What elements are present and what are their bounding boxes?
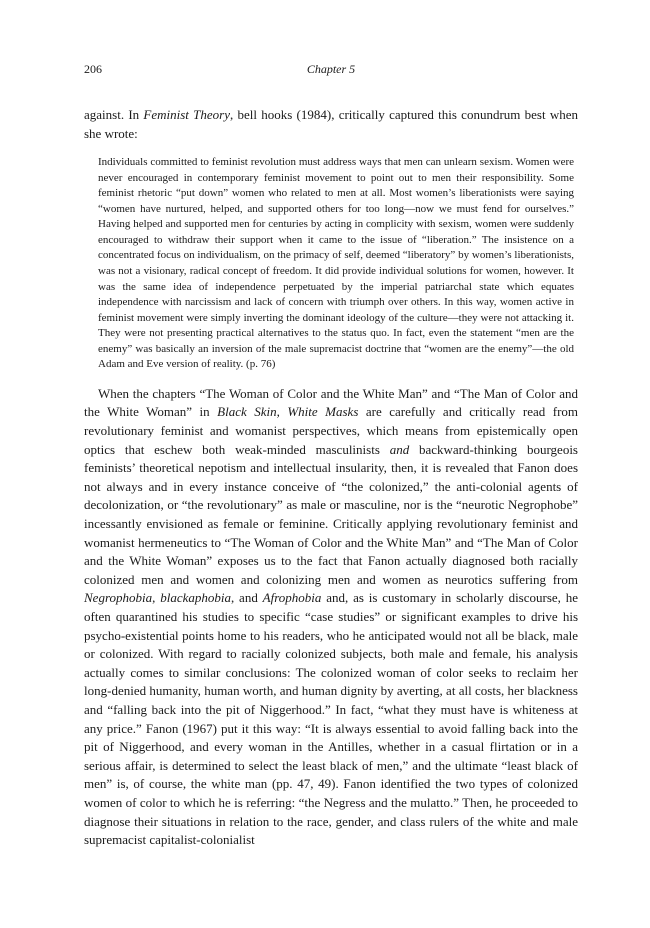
main-text-2: are carefully and critically read from revolutionary feminist and womanist perspectives, which means from epistemically open optics that eschew both weak-minded masculinists [84,404,579,457]
intro-text-1: against. In [84,107,144,122]
running-head: Chapter 5 [306,62,356,76]
main-paragraph [84,385,578,850]
main-text-6: and, as is customary in scholarly discourse, he often quarantined his studies to specific “case studies” or significant examples to drive his psycho-existential points home to his readers, who he anticipated would not all be black, male or colonized. With regard to racially colonized subjects, both male and female, his analysis actually comes to similar conclusions: The colonized woman of color seeks to reclaim her long-denied humanity, human worth, and human dignity by averting, at all costs, her blackness and “falling back into the pit of Niggerhood.” In fact, “what they must have is whiteness at any price.” Fanon (1967) put it this way: “It is always essential to avoid falling back into the pit of Niggerhood, and every woman in the Antilles, whether in a casual flirtation or in a serious affair, is determined to select the least black of men,” and the ultimate “least black of men” is, of course, the white man (pp. 47, 49). Fanon identified the two types of colonized women of color to which he is referring: “the Negress and the mulatto.” Then, he proceeded to diagnose their situations in relation to the race, gender, and class rulers of the white and male supremacist capitalist-colonialist [84,590,579,848]
page-number: 206 [84,62,102,76]
term-negrophobia: Negrophobia [84,590,153,606]
emphasis-and: and [389,441,410,457]
page-header [84,62,578,80]
term-afrophobia: Afrophobia [262,590,322,606]
intro-paragraph [84,106,578,143]
main-text-3: backward-thinking bourgeois feminists’ theoretical nepotism and intellectual insularity, then, it is revealed that Fanon does not always and in every instance conceive of “the colonized,” the anti-colonial agents of decolonization, or “the revolutionary” as male or masculine, nor is the “neurotic Negrophobe” incessantly envisioned as female or feminine. Critically applying revolutionary feminist and womanist hermeneutics to “The Woman of Color and the White Man” and “The Man of Color and the White Woman” exposes us to the fact that Fanon actually diagnosed both racially colonized men and women and colonizing men and women as neurotics suffering from [84,441,578,587]
book-title-feminist-theory: Feminist Theory [143,107,230,122]
document-page [84,62,578,850]
book-title-black-skin: Black Skin, White Masks [217,404,359,420]
term-blackaphobia: blackaphobia [160,590,231,606]
block-quote: Individuals committed to feminist revolution must address ways that men can unlearn sexism. Women were never encouraged in contemporary feminist movement to point out to men their responsibility. Some feminist rhetoric “put down” women who related to men at all. Most women’s liberationists were saying “women have nurtured, helped, and supported others for too long—now we must fend for ourselves.” Having helped and supported men for centuries by acting in complicity with sexism, women were suddenly encouraged to withdraw their support when it came to the issue of “liberation.” The insistence on a concentrated focus on individualism, on the primacy of self, deemed “liberatory” by women’s liberationists, was not a visionary, radical concept of freedom. It did provide individual solutions for women, however. It was the same idea of independence perpetuated by the imperial patriarchal state which equates independence with narcissism and lack of concern with triumph over others. In this way, women active in feminist movement were simply inverting the dominant ideology of the culture—they were not attacking it. They were not presenting practical alternatives to the status quo. In fact, even the statement “men are the enemy” was basically an inversion of the male supremacist doctrine that “women are the enemy”—the old Adam and Eve version of reality. (p. 76) [98,156,574,371]
main-text-4: , [152,590,161,606]
intro-text-2: , bell hooks (1984), critically captured this conundrum best when she wrote: [84,107,578,141]
main-text-5: , and [230,590,263,606]
main-text-1: When the chapters “The Woman of Color and the White Man” and “The Man of Color and the White Woman” in [84,385,578,420]
